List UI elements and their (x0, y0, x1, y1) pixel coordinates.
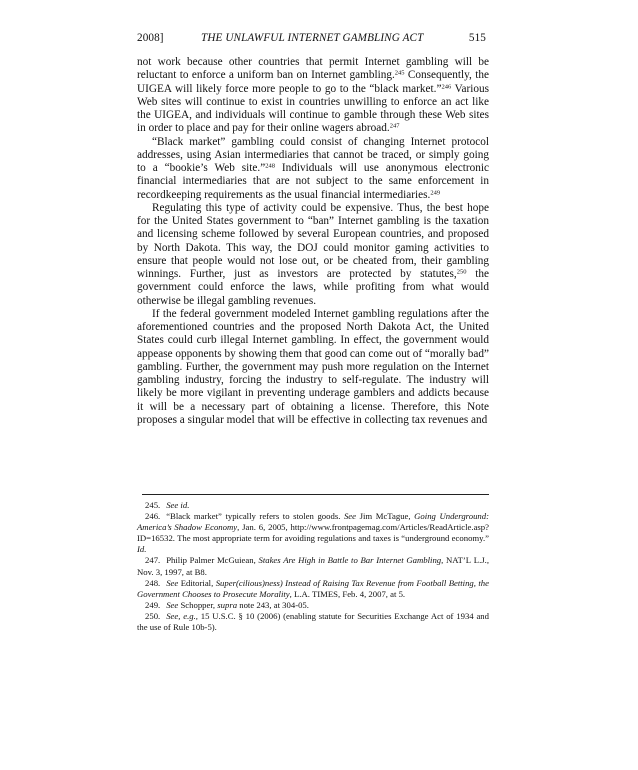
footnote-ref-245: 245 (394, 69, 405, 77)
footnote-text: Schopper, (178, 599, 218, 610)
footnote-number: 250. (145, 610, 161, 621)
paragraph-2-text-b: Individuals will use anonymous electronic financial intermediaries that are not subject to the same enforcement in recordkeeping requirements as the usual financial intermediaries. (137, 162, 490, 201)
footnote-signal: See (343, 511, 357, 522)
page-number: 515 (468, 32, 486, 44)
paragraph-4 (137, 308, 489, 427)
paragraph-1-text-b: Consequently, the UIGEA will likely force more people to go to the “black market.” (137, 69, 489, 95)
footnote-ref-247: 247 (389, 122, 400, 130)
footnote-small-caps: AT’L (452, 555, 472, 566)
footnote-text: , N (441, 555, 453, 566)
footnote-signal: See (166, 599, 179, 610)
paragraph-3 (137, 202, 489, 308)
footnote-text: , Feb. 4, 2007, at 5. (338, 588, 406, 599)
footnote-text: , 15 U.S.C. § 10 (2006) (enabling statute for Securities Exchange Act of 1934 and the use of Rule 10b-5). (137, 610, 489, 633)
footnote-source-title: Stakes Are High in Battle to Bar Internet Gambling (258, 555, 442, 566)
footnote-id: Id. (137, 544, 147, 555)
footnote-text: note 243, at 304-05. (237, 599, 309, 610)
footnote-249 (137, 600, 489, 611)
footnote-247 (137, 555, 489, 577)
paragraph-3-text-b: the government could enforce the laws, while profiting from what would otherwise be illegal gambling revenues. (137, 268, 489, 307)
footnote-250 (137, 611, 489, 633)
paragraph-2-text-a: “Black market” gambling could consist of changing Internet protocol addresses, using Asian intermediaries that cannot be traced, or simply going to a “bookie’s Web site.” (137, 135, 489, 174)
paragraph-1 (137, 56, 489, 136)
footnote-text: , Jan. 6, 2005, http://www.frontpagemag.com/Articles/ReadArticle.asp?ID=16532. The most appropriate term for avoiding regulations and taxes is “underground economy.” (137, 522, 490, 544)
footnote-source-title: Going Underground: America’s Shadow Economy (137, 511, 489, 533)
paragraph-1-text-c: Various Web sites will continue to exist in countries unwilling to enforce an act like the UIGEA, and individuals will continue to gamble through these Web sites in order to place and pay for their online wagers abroad. (137, 82, 489, 135)
footnote-248 (137, 578, 489, 600)
footnote-text: “Black market” typically refers to stolen goods. (166, 511, 344, 522)
footnotes (137, 500, 489, 633)
footnote-italic: See id. (166, 500, 190, 510)
footnote-ref-248: 248 (265, 162, 275, 170)
footnote-supra: supra (217, 599, 238, 610)
header-year: 2008] (137, 32, 164, 44)
body-text (137, 56, 489, 427)
footnote-text: , L.A. T (289, 588, 318, 599)
paragraph-2 (137, 136, 489, 202)
footnote-245 (137, 500, 489, 511)
footnote-number: 248. (145, 577, 161, 588)
footnote-text: L.J., Nov. 3, 1997, at B8. (137, 555, 489, 577)
footnote-text: Editorial, (178, 577, 216, 588)
footnote-number: 246. (145, 511, 161, 522)
running-header (137, 30, 489, 46)
footnote-number: 245. (145, 500, 161, 510)
footnote-signal: See, e.g. (166, 610, 196, 621)
footnote-text: Jim McTague, (356, 511, 415, 522)
footnote-divider (142, 494, 489, 495)
footnote-signal: See (166, 577, 179, 588)
footnote-ref-250: 250 (456, 268, 467, 276)
paragraph-3-text-a: Regulating this type of activity could be expensive. Thus, the best hope for the United States government to “ban” Internet gambling is the taxation and licensing scheme followed by several European countries, and proposed by North Dakota. This way, the DOJ could monitor gaming activities to ensure that people would not lose out, or be cheated from, their gambling winnings. Further, just as investors are protected by statutes, (137, 201, 489, 280)
footnote-source-title: Super(cilious)ness) Instead of Raising Tax Revenue from Football Betting, the Government Chooses to Prosecute Morality (137, 577, 489, 599)
paragraph-1-text-a: not work because other countries that permit Internet gambling will be reluctant to enforce a uniform ban on Internet gambling. (137, 56, 489, 82)
footnote-ref-249: 249 (430, 189, 441, 196)
footnote-small-caps: IMES (317, 588, 339, 599)
footnote-text: Philip Palmer McGuiean, (166, 555, 259, 566)
footnote-number: 249. (145, 599, 161, 610)
footnote-ref-246: 246 (441, 83, 452, 90)
header-title: THE UNLAWFUL INTERNET GAMBLING ACT (201, 32, 424, 44)
paragraph-4-text: If the federal government modeled Internet gambling regulations after the aforementioned countries and the proposed North Dakota Act, the United States could curb illegal Internet gambling. In effect, the government would appease opponents by showing them that good can come out of “morally bad” gambling. Further, the government may push more regulation on the Internet gambling industry, forcing the industry to self-regulate. The industry will likely be more vigilant in preventing underage gamblers and addicts because it will be a necessary part of obtaining a license. Therefore, this Note proposes a singular model that will be effective in collecting tax revenues and (137, 307, 489, 426)
footnote-number: 247. (145, 555, 161, 566)
footnote-246 (137, 511, 489, 555)
